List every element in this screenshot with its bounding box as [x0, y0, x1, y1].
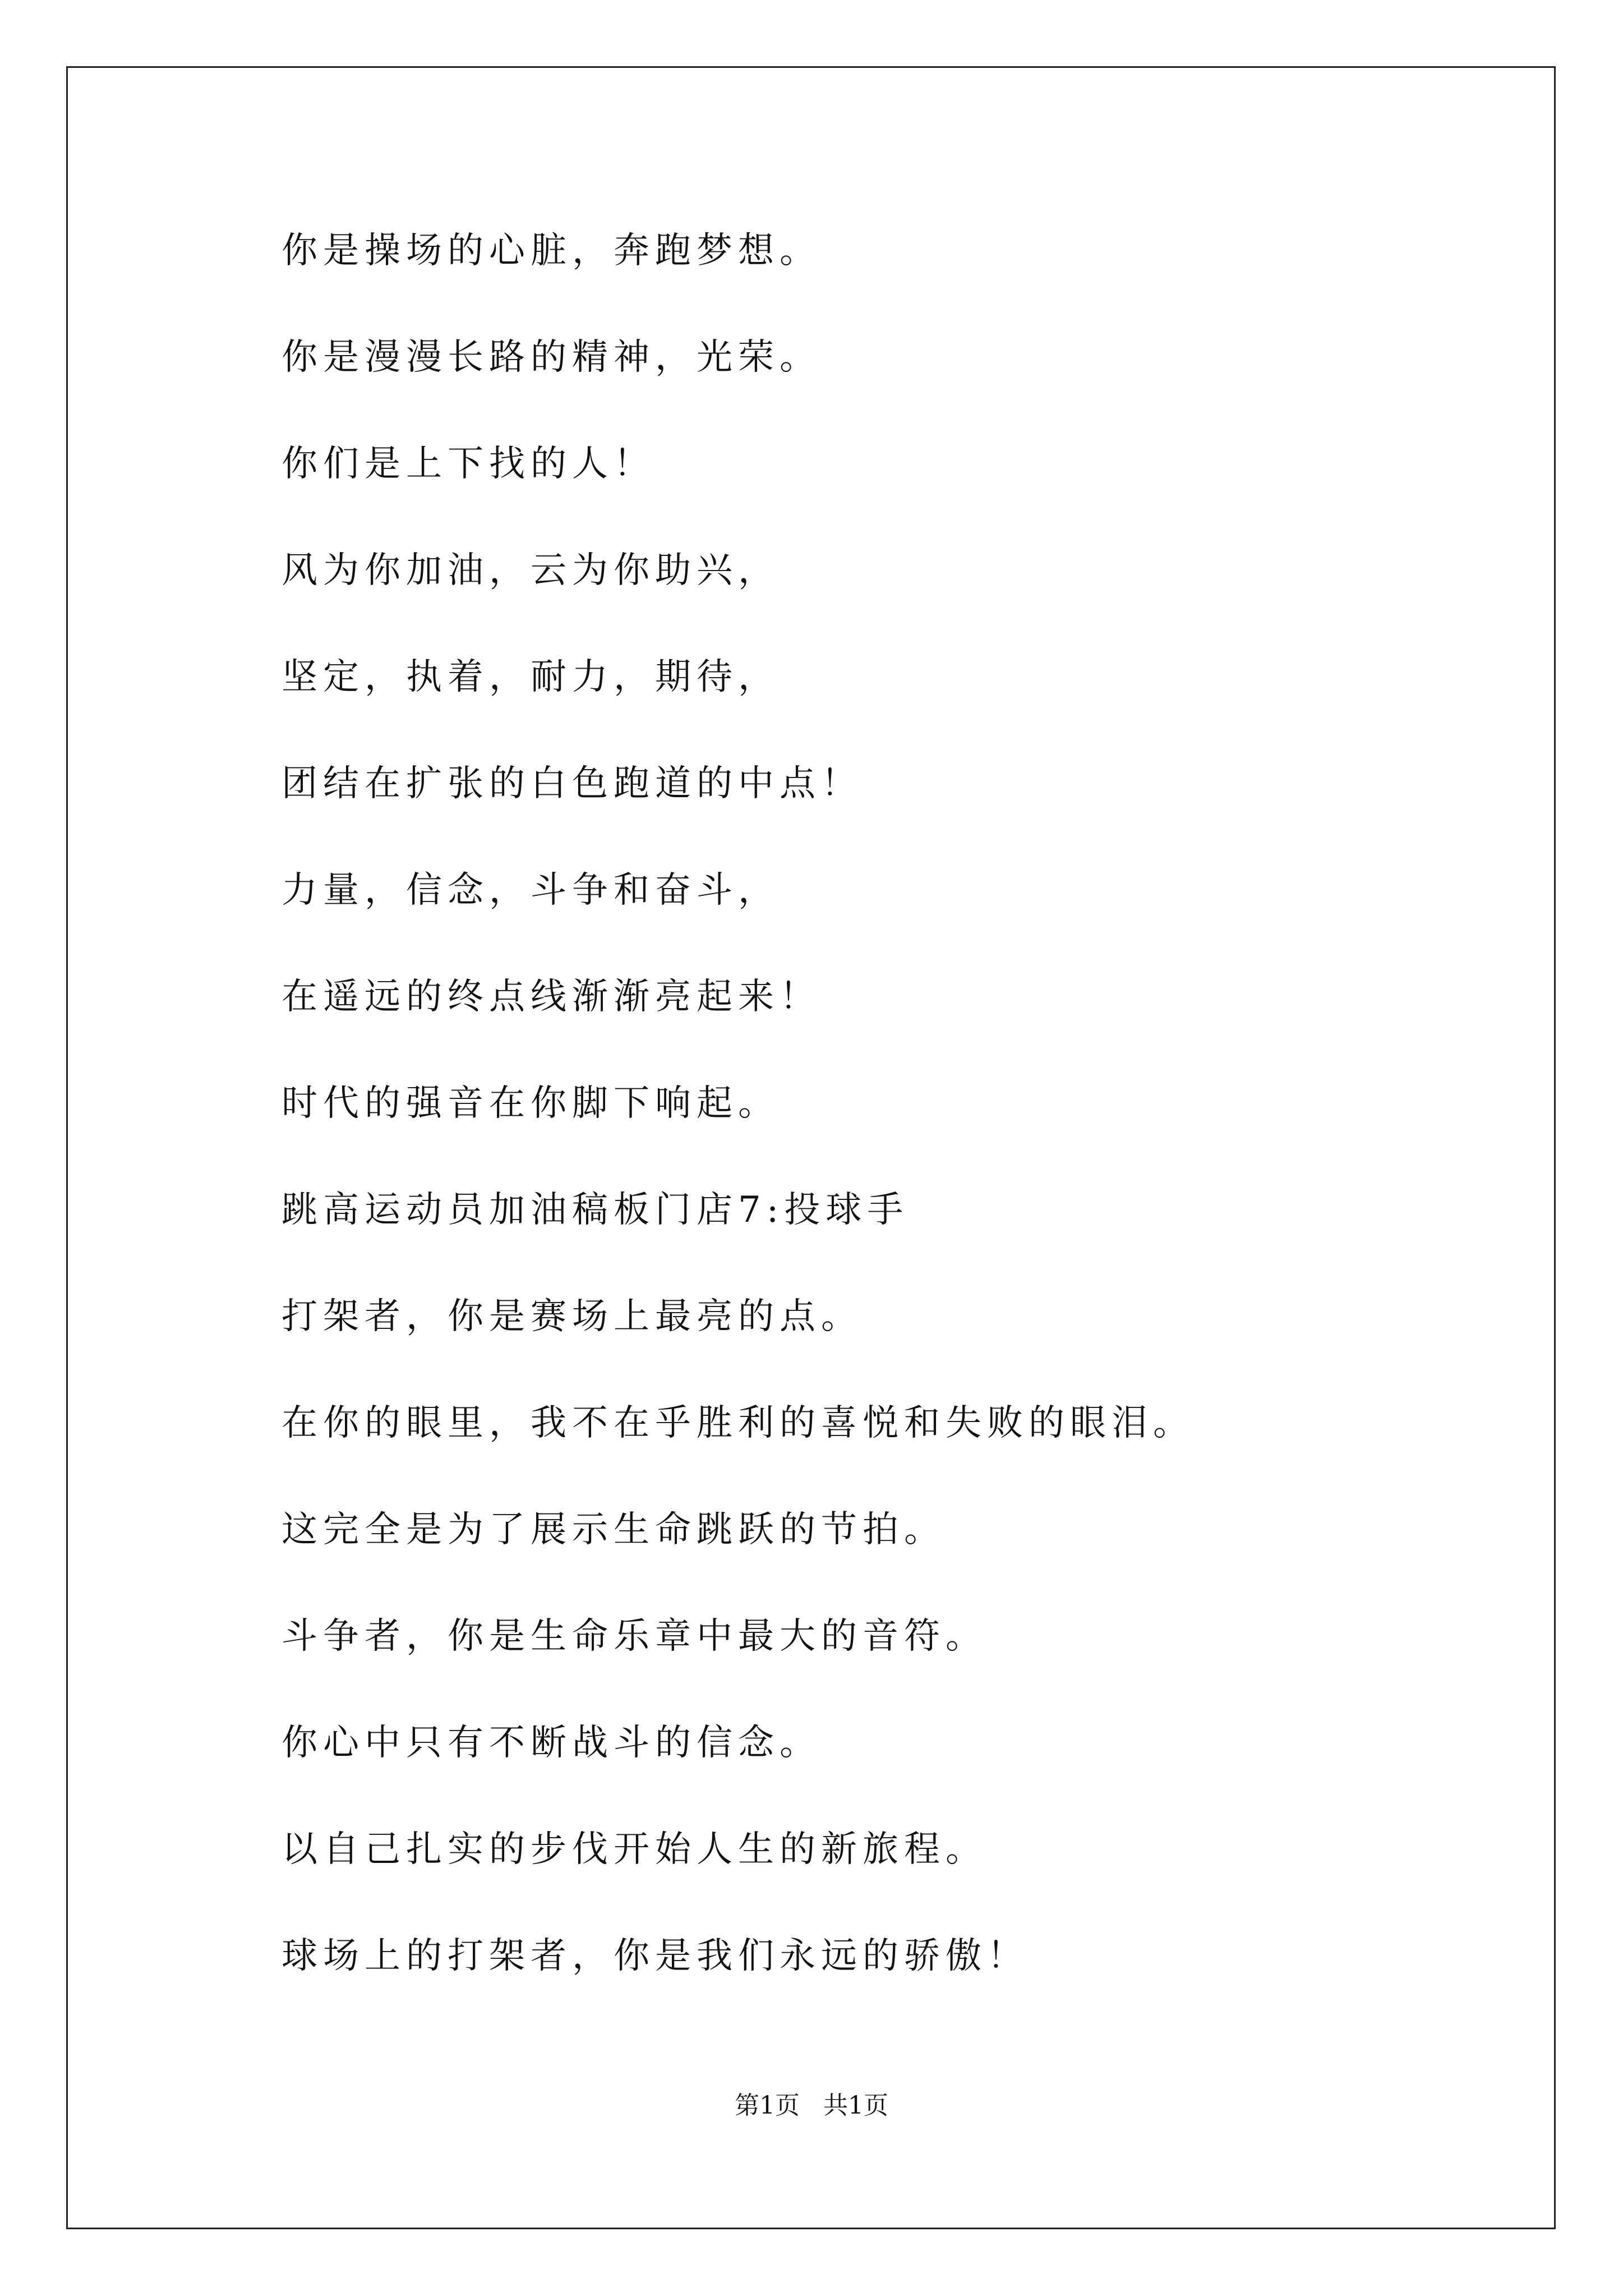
section-heading: 跳高运动员加油稿板门店7:投球手: [282, 1189, 909, 1231]
text-line: 你是操场的心脏，奔跑梦想。: [282, 230, 821, 272]
text-line: 时代的强音在你脚下响起。: [282, 1083, 780, 1124]
text-line: 风为你加油，云为你助兴，: [282, 550, 780, 591]
text-line: 以自己扎实的步伐开始人生的新旅程。: [282, 1829, 987, 1870]
page-number-footer: 第1页 共1页: [735, 2091, 888, 2120]
document-body: [282, 220, 1195, 2032]
text-line: 在遥远的终点线渐渐亮起来！: [282, 976, 821, 1018]
text-line: 你心中只有不断战斗的信念。: [282, 1722, 821, 1764]
text-line: 这完全是为了展示生命跳跃的节拍。: [282, 1509, 946, 1550]
text-line: 在你的眼里，我不在乎胜利的喜悦和失败的眼泪。: [282, 1402, 1195, 1444]
text-line: 坚定，执着，耐力，期待，: [282, 656, 780, 698]
text-line: 力量，信念，斗争和奋斗，: [282, 869, 780, 911]
text-line: 你们是上下找的人！: [282, 443, 655, 485]
text-line: 你是漫漫长路的精神，光荣。: [282, 337, 821, 378]
text-line: 团结在扩张的白色跑道的中点！: [282, 763, 863, 804]
text-line: 斗争者，你是生命乐章中最大的音符。: [282, 1616, 987, 1657]
text-line: 打架者，你是赛场上最亮的点。: [282, 1296, 863, 1337]
text-line: 球场上的打架者，你是我们永远的骄傲！: [282, 1935, 1029, 1977]
